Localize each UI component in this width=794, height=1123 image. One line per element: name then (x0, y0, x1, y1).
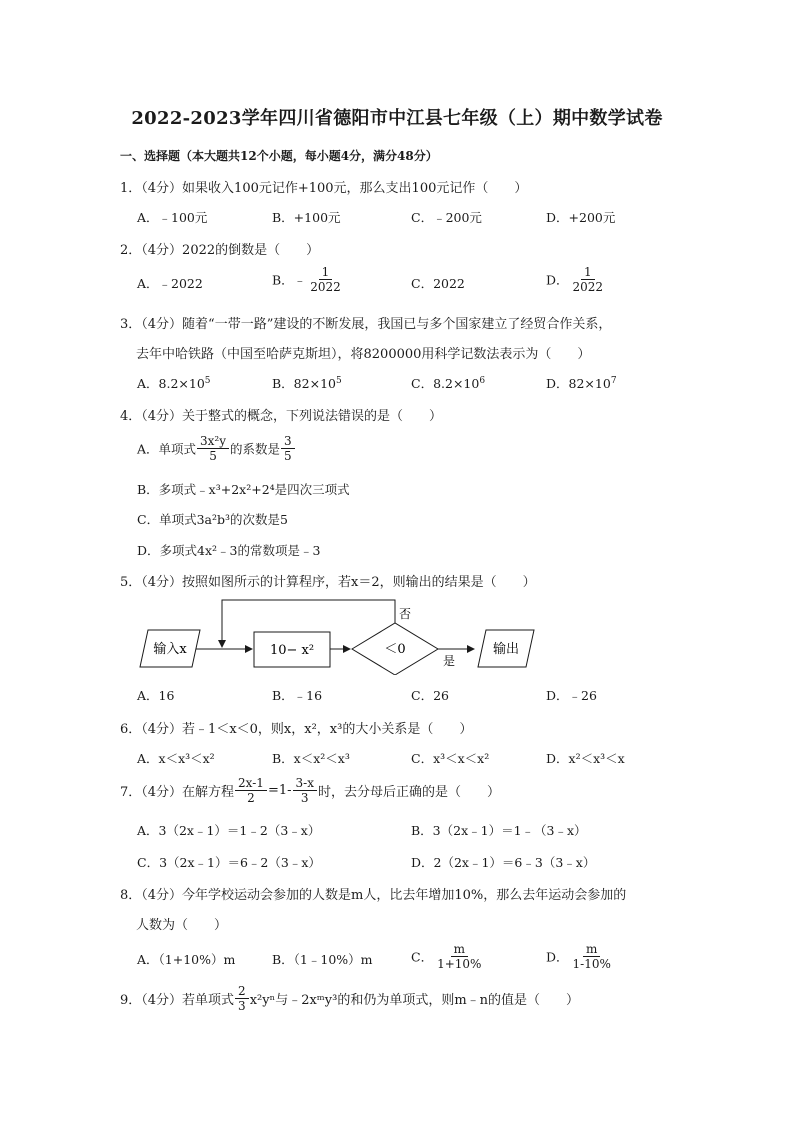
fraction-numerator: 1 (581, 265, 595, 280)
q8-c-fraction (434, 942, 484, 971)
fraction-denominator: 1-10% (572, 957, 611, 971)
question-1: 1．（4分）如果收入100元记作+100元，那么支出100元记作（ ） (120, 181, 528, 196)
section-heading: 一、选择题（本大题共12个小题，每小题4分，满分48分） (120, 149, 438, 163)
option-label: D． (546, 949, 569, 965)
q8-option-b: B．（1﹣10%）m (272, 952, 373, 967)
question-9 (120, 984, 579, 1013)
q7-option-b: B．3（2x﹣1）＝1﹣（3﹣x） (411, 823, 587, 838)
q4-option-b: B．多项式﹣x³+2x²+2⁴是四次三项式 (137, 482, 350, 497)
q7-option-a: A．3（2x﹣1）＝1﹣2（3﹣x） (137, 823, 321, 838)
question-5: 5．（4分）按照如图所示的计算程序，若x＝2，则输出的结果是（ ） (120, 575, 536, 590)
q7-prefix: 7．（4分）在解方程 (120, 785, 235, 800)
flow-output-label: 输出 (492, 642, 520, 657)
q6-option-b: B．x＜x²＜x³ (272, 751, 350, 766)
q1-option-b: B．+100元 (272, 210, 341, 225)
flowchart (130, 595, 550, 675)
fraction-numerator: 2x-1 (235, 776, 267, 791)
question-7 (120, 776, 500, 805)
q2-option-b-fraction (307, 265, 344, 294)
q9-rest: x²yⁿ与﹣2xᵐy³的和仍为单项式，则m﹣n的值是（ ） (249, 993, 580, 1008)
q3-option-b (272, 374, 342, 392)
q2-option-a: A．﹣2022 (137, 276, 203, 291)
fraction-denominator: 2022 (572, 280, 604, 294)
q6-option-c: C．x³＜x＜x² (411, 751, 490, 766)
q7-middle: =1- (267, 783, 292, 798)
fraction-denominator: 3 (238, 999, 246, 1013)
flow-cond-label: ＜0 (384, 642, 406, 657)
option-text: A．8.2×10 (137, 376, 205, 391)
question-8-line-1: 8．（4分）今年学校运动会参加的人数是m人，比去年增加10%，那么去年运动会参加的 (120, 888, 627, 903)
fraction-numerator: m (451, 942, 468, 957)
q4-a-fraction-1 (197, 434, 229, 463)
fraction-numerator: 2 (235, 984, 249, 999)
option-middle-text: 的系数是 (230, 441, 281, 457)
q7-suffix: 时，去分母后正确的是（ ） (317, 785, 500, 800)
q4-a-fraction-2 (281, 434, 295, 463)
q7-option-d: D．2（2x﹣1）＝6﹣3（3﹣x） (411, 855, 596, 870)
flow-input-label: 输入x (153, 642, 187, 657)
q4-option-c: C．单项式3a²b³的次数是5 (137, 512, 288, 527)
q7-option-c: C．3（2x﹣1）＝6﹣2（3﹣x） (137, 855, 321, 870)
q5-option-c: C．26 (411, 688, 449, 703)
exponent: 7 (610, 375, 617, 386)
fraction-numerator: 3 (281, 434, 295, 449)
q5-option-a: A．16 (137, 688, 175, 703)
q2-option-b (272, 265, 345, 294)
q8-option-c (411, 942, 485, 971)
q2-option-c: C．2022 (411, 276, 465, 291)
fraction-denominator: 2 (247, 791, 255, 805)
q3-option-d (546, 374, 617, 392)
q1-option-d: D．+200元 (546, 210, 616, 225)
flow-calc-label: 10− x² (269, 643, 315, 658)
q1-option-a: A．﹣100元 (137, 210, 208, 225)
option-text: D．82×10 (546, 376, 611, 391)
fraction-denominator: 5 (209, 449, 217, 463)
q6-option-d: D．x²＜x³＜x (546, 751, 625, 766)
q3-option-c (411, 374, 485, 392)
q2-option-d-fraction (570, 265, 607, 294)
q2-option-b-label: B．﹣ (272, 272, 307, 288)
fraction-denominator: 2022 (310, 280, 341, 294)
fraction-numerator: 1 (319, 265, 333, 280)
fraction-denominator: 1+10% (437, 957, 482, 971)
question-3-line-2: 去年中哈铁路（中国至哈萨克斯坦），将8200000用科学记数法表示为（ ） (136, 347, 591, 362)
loop-back-arrow (222, 600, 395, 647)
page-title: 2022-2023学年四川省德阳市中江县七年级（上）期中数学试卷 (131, 108, 663, 129)
option-label: A．单项式 (137, 441, 197, 457)
q5-option-d: D．﹣26 (546, 688, 597, 703)
q1-option-c: C．﹣200元 (411, 210, 482, 225)
exponent: 5 (204, 375, 211, 386)
q6-option-a: A．x＜x³＜x² (137, 751, 215, 766)
question-2: 2．（4分）2022的倒数是（ ） (120, 243, 320, 258)
fraction-numerator: 3-x (293, 776, 317, 791)
option-text: C．8.2×10 (411, 376, 480, 391)
question-3-line-1: 3．（4分）随着“一带一路”建设的不断发展，我国已与多个国家建立了经贸合作关系， (120, 317, 612, 332)
option-label: C． (411, 949, 434, 965)
fraction-numerator: m (583, 942, 600, 957)
question-4: 4．（4分）关于整式的概念，下列说法错误的是（ ） (120, 409, 443, 424)
q3-option-a (137, 374, 211, 392)
flow-no-label: 否 (399, 607, 412, 621)
fraction-numerator: 3x²y (197, 434, 229, 449)
exponent: 6 (479, 375, 486, 386)
flow-yes-label: 是 (443, 654, 456, 668)
q9-fraction (235, 984, 249, 1013)
q8-option-a: A．（1+10%）m (137, 952, 236, 967)
exponent: 5 (335, 375, 342, 386)
q7-fraction-2 (293, 776, 317, 805)
fraction-denominator: 3 (300, 791, 309, 805)
q2-option-d-label: D． (546, 272, 569, 288)
q2-option-d (546, 265, 607, 294)
q5-option-b: B．﹣16 (272, 688, 323, 703)
question-6: 6．（4分）若﹣1＜x＜0，则x，x²，x³的大小关系是（ ） (120, 722, 473, 737)
q8-d-fraction (570, 942, 614, 971)
q7-fraction-1 (235, 776, 267, 805)
question-8-line-2: 人数为（ ） (136, 918, 228, 933)
q4-option-d: D．多项式4x²﹣3的常数项是﹣3 (137, 543, 321, 558)
q8-option-d (546, 942, 615, 971)
q4-option-a (137, 434, 296, 463)
fraction-denominator: 5 (284, 449, 292, 463)
q9-prefix: 9．（4分）若单项式 (120, 993, 235, 1008)
option-text: B．82×10 (272, 376, 336, 391)
